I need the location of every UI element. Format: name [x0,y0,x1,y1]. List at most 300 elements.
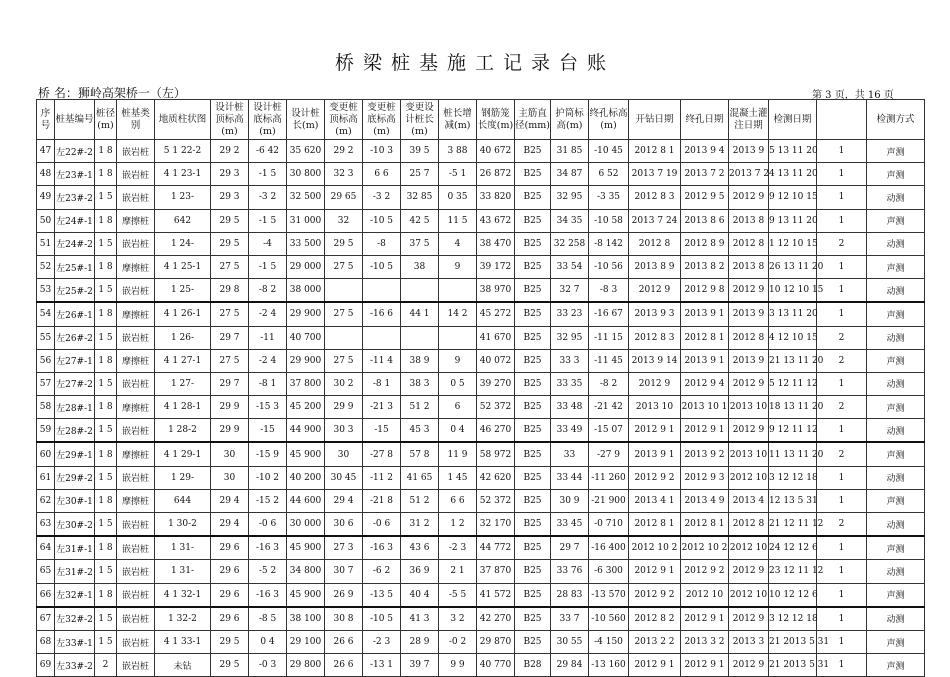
table-cell: 56 [37,349,55,372]
table-cell: 45 200 [287,396,325,419]
table-cell: -11 260 [589,466,629,489]
table-cell: 65 [37,560,55,583]
table-cell: 6 [439,396,477,419]
table-cell: 40 200 [287,466,325,489]
table-cell: -0 3 [249,654,287,677]
table-cell: 29 7 [211,326,249,349]
table-row [37,489,925,512]
table-cell: 摩擦桩 [117,442,155,466]
table-cell: 嵌岩桩 [117,186,155,209]
table-cell: 43 672 [477,209,515,232]
table-cell: 左33#-1 [55,630,95,653]
table-cell: 29 9 [211,396,249,419]
table-cell: -6 2 [363,560,401,583]
table-cell: 45 900 [287,583,325,607]
table-cell: 2012 8 [729,513,769,537]
table-cell: 2013 9 14 [629,349,681,372]
table-cell: -15 [249,419,287,443]
table-cell: 10 12 12 6 [769,583,817,607]
table-cell: 9 13 11 20 [769,209,817,232]
table-cell: 1 31- [155,560,211,583]
table-cell: 11 5 [439,209,477,232]
table-cell: 摩擦桩 [117,255,155,278]
table-cell: 摩擦桩 [117,209,155,232]
table-cell: 嵌岩桩 [117,536,155,560]
table-row [37,513,925,537]
table-cell: 2013 10 [729,442,769,466]
table-cell: 2012 9 [729,186,769,209]
table-cell: 2012 9 5 [681,186,729,209]
table-cell: 0 4 [439,419,477,443]
table-row [37,209,925,232]
table-cell: 66 [37,583,55,607]
table-cell: 嵌岩桩 [117,560,155,583]
table-row [37,536,925,560]
table-row [37,302,925,326]
table-cell: -11 4 [363,349,401,372]
table-cell: 嵌岩桩 [117,232,155,255]
table-cell: 33 76 [551,560,589,583]
table-cell: 50 [37,209,55,232]
table-cell: 11 13 11 20 [769,442,817,466]
pile-record-table [36,99,925,677]
table-cell: 54 [37,302,55,326]
table-cell: 25 7 [401,163,439,186]
table-cell: 摩擦桩 [117,302,155,326]
table-cell: -13 1 [363,654,401,677]
table-cell: 38 000 [287,279,325,303]
table-row [37,232,925,255]
table-cell: 2013 9 1 [629,442,681,466]
table-cell: 左23#-2 [55,186,95,209]
table-cell: -15 9 [249,442,287,466]
table-cell: 声测 [867,163,925,186]
table-cell: 声测 [867,489,925,512]
table-cell: 左24#-2 [55,232,95,255]
table-cell: 2012 9 1 [629,560,681,583]
table-cell: 左27#-2 [55,372,95,395]
table-cell: 2012 9 [729,419,769,443]
table-cell: 左29#-1 [55,442,95,466]
table-cell: 2012 9 [629,372,681,395]
table-cell: 1 [817,209,867,232]
table-cell: -8 3 [589,279,629,303]
table-cell: 33 3 [551,349,589,372]
table-cell: 29 900 [287,302,325,326]
table-cell: 左31#-1 [55,536,95,560]
table-cell: -2 3 [363,630,401,653]
table-cell: 2012 9 2 [629,466,681,489]
table-cell: 45 3 [401,419,439,443]
table-cell: -8 2 [589,372,629,395]
table-cell: B25 [515,279,551,303]
table-cell: -15 07 [589,419,629,443]
column-header [817,100,867,140]
table-cell: 4 13 11 20 [769,163,817,186]
table-cell: 摩擦桩 [117,489,155,512]
column-header: 变更桩底标高(m) [363,100,401,140]
table-cell: 1 5 [95,630,117,653]
table-cell: B25 [515,560,551,583]
table-cell: 嵌岩桩 [117,466,155,489]
table-cell: 6 52 [589,163,629,186]
table-cell: 27 5 [211,349,249,372]
table-cell: -3 2 [249,186,287,209]
table-cell: 38 970 [477,279,515,303]
table-cell: -8 2 [249,279,287,303]
table-cell: 57 8 [401,442,439,466]
table-cell: 32 95 [551,326,589,349]
table-cell: B25 [515,607,551,631]
table-cell: 9 [439,349,477,372]
table-cell: 52 [37,255,55,278]
column-header: 桩基编号 [55,100,95,140]
table-cell: B25 [515,186,551,209]
table-cell: 2012 8 [729,232,769,255]
table-cell: 29 65 [325,186,363,209]
table-cell: 2012 10 [681,583,729,607]
table-cell: 30 55 [551,630,589,653]
column-header: 主筋直径(mm) [515,100,551,140]
column-header: 桩长增减(m) [439,100,477,140]
table-cell: 29 9 [211,419,249,443]
table-cell: -8 5 [249,607,287,631]
table-cell: -16 6 [363,302,401,326]
table-cell: 45 272 [477,302,515,326]
table-cell: 57 [37,372,55,395]
table-row [37,163,925,186]
table-cell [325,279,363,303]
table-cell: 18 13 11 20 [769,396,817,419]
table-cell: B25 [515,140,551,163]
table-cell: 2012 8 [729,326,769,349]
table-cell: 32 258 [551,232,589,255]
table-cell: 4 12 10 15 [769,326,817,349]
table-cell: 26 9 [325,583,363,607]
table-cell: 29 000 [287,255,325,278]
table-cell: -11 [249,326,287,349]
table-cell: 1 [817,419,867,443]
table-cell: 2013 10 [729,396,769,419]
column-header: 序号 [37,100,55,140]
table-cell: -10 3 [363,140,401,163]
table-cell: -3 2 [363,186,401,209]
table-cell: 4 1 26-1 [155,302,211,326]
table-cell: 1 8 [95,140,117,163]
table-cell: 2 [817,442,867,466]
table-cell: 36 9 [401,560,439,583]
table-cell: 59 [37,419,55,443]
table-cell: 32 95 [551,186,589,209]
table-cell: -21 42 [589,396,629,419]
table-cell: 动测 [867,419,925,443]
table-cell: 642 [155,209,211,232]
table-cell: -10 56 [589,255,629,278]
table-cell: 2 1 [439,560,477,583]
table-cell: B25 [515,630,551,653]
table-cell: -2 3 [439,536,477,560]
table-cell: -13 160 [589,654,629,677]
table-cell: 1 28-2 [155,419,211,443]
table-cell: 左25#-1 [55,255,95,278]
column-header: 桩径(m) [95,100,117,140]
table-cell: 左30#-1 [55,489,95,512]
table-cell: 2012 9 [729,607,769,631]
table-cell: 2012 9 1 [629,654,681,677]
table-cell: 2013 9 1 [681,349,729,372]
table-cell: 嵌岩桩 [117,279,155,303]
table-cell: -5 1 [439,163,477,186]
table-cell: 30 6 [325,513,363,537]
table-cell: 2013 8 9 [629,255,681,278]
table-cell: 29 3 [211,163,249,186]
column-header: 检测方式 [867,100,925,140]
table-cell: 33 49 [551,419,589,443]
table-cell: 2013 8 2 [681,255,729,278]
table-cell: 2012 9 1 [629,419,681,443]
table-row [37,279,925,303]
table-cell: 29 5 [211,232,249,255]
table-cell: 14 2 [439,302,477,326]
table-body [37,140,925,677]
table-cell: 12 13 5 31 [769,489,817,512]
bridge-name: 桥 名：狮岭高架桥一（左） [38,86,186,100]
table-cell: -16 3 [363,536,401,560]
table-cell: 55 [37,326,55,349]
table-cell: 46 270 [477,419,515,443]
table-cell: 1 5 [95,279,117,303]
table-cell: 61 [37,466,55,489]
table-cell: 33 45 [551,513,589,537]
table-cell: 左25#-2 [55,279,95,303]
table-cell: 1 8 [95,163,117,186]
table-cell: 58 972 [477,442,515,466]
table-cell: 2013 9 [729,140,769,163]
table-cell: 4 1 25-1 [155,255,211,278]
table-row [37,349,925,372]
table-row [37,654,925,677]
table-cell: B25 [515,536,551,560]
table-cell: 5 12 11 12 [769,372,817,395]
table-cell: 2012 8 1 [629,513,681,537]
table-cell: 嵌岩桩 [117,607,155,631]
table-cell: -5 2 [249,560,287,583]
table-cell [363,326,401,349]
table-cell: B25 [515,419,551,443]
table-cell: 32 85 [401,186,439,209]
table-cell: B25 [515,466,551,489]
table-cell: 1 8 [95,396,117,419]
table-cell: 0 35 [439,186,477,209]
table-cell: 34 35 [551,209,589,232]
table-cell: 左26#-1 [55,302,95,326]
table-cell: 33 500 [287,232,325,255]
table-cell: 1 8 [95,209,117,232]
table-cell: 1 32-2 [155,607,211,631]
table-cell: 2012 10 [729,583,769,607]
table-cell: 2 [95,654,117,677]
table-cell [325,326,363,349]
table-cell: 40 672 [477,140,515,163]
table-cell: 声测 [867,654,925,677]
table-cell: 53 [37,279,55,303]
table-cell: 30 3 [325,419,363,443]
table-cell: 1 [817,163,867,186]
table-cell: -8 [363,232,401,255]
table-cell: 29 2 [211,140,249,163]
table-cell: 37 800 [287,372,325,395]
table-cell: 1 5 [95,186,117,209]
table-cell: 1 23- [155,186,211,209]
table-cell: -0 6 [249,513,287,537]
table-cell: 2012 9 [729,654,769,677]
table-cell: B28 [515,654,551,677]
table-cell: 28 9 [401,630,439,653]
table-cell: 动测 [867,560,925,583]
table-cell: 52 372 [477,489,515,512]
table-cell: 摩擦桩 [117,349,155,372]
table-cell: B25 [515,302,551,326]
table-cell: 2012 9 2 [629,583,681,607]
table-cell [401,279,439,303]
column-header: 终孔标高(m) [589,100,629,140]
table-cell: 2 [817,396,867,419]
table-cell: 29 84 [551,654,589,677]
table-cell: 2 [817,513,867,537]
table-cell: 嵌岩桩 [117,583,155,607]
table-cell: 29 9 [325,396,363,419]
table-cell [401,326,439,349]
column-header: 变更设计桩长(m) [401,100,439,140]
table-cell: 2 [817,232,867,255]
table-cell: 30 2 [325,372,363,395]
table-cell: 24 12 12 6 [769,536,817,560]
table-cell: 声测 [867,630,925,653]
table-cell: B25 [515,209,551,232]
table-cell: 2013 7 24 [629,209,681,232]
table-cell: 1 24- [155,232,211,255]
table-cell: 30 45 [325,466,363,489]
table-cell: 1 5 [95,419,117,443]
table-cell: 2013 4 9 [681,489,729,512]
table-cell: 声测 [867,583,925,607]
table-cell: B25 [515,442,551,466]
table-cell: 2012 9 4 [681,372,729,395]
table-cell: 29 4 [325,489,363,512]
table-cell: 29 100 [287,630,325,653]
table-cell: 31 000 [287,209,325,232]
table-cell: 29 900 [287,349,325,372]
table-cell: 29 4 [211,513,249,537]
table-cell: 38 470 [477,232,515,255]
table-cell: 2 [817,349,867,372]
table-cell: -11 15 [589,326,629,349]
table-cell: -8 1 [363,372,401,395]
table-cell: 声测 [867,302,925,326]
table-cell: 29 7 [551,536,589,560]
table-cell: 47 [37,140,55,163]
table-cell: 1 8 [95,349,117,372]
column-header: 桩基类别 [117,100,155,140]
table-cell: -8 142 [589,232,629,255]
table-cell: 29 5 [211,654,249,677]
table-cell: B25 [515,232,551,255]
table-cell: 4 1 29-1 [155,442,211,466]
table-cell: 37 5 [401,232,439,255]
column-header: 终孔日期 [681,100,729,140]
table-cell: 嵌岩桩 [117,372,155,395]
table-cell: 3 12 12 18 [769,466,817,489]
column-header: 护筒标高(m) [551,100,589,140]
table-cell: 1 5 [95,372,117,395]
table-cell: -0 710 [589,513,629,537]
table-cell: 4 1 32-1 [155,583,211,607]
table-cell: 1 5 [95,326,117,349]
table-cell: 29 8 [211,279,249,303]
table-cell: 68 [37,630,55,653]
table-cell: 1 29- [155,466,211,489]
table-cell: 30 7 [325,560,363,583]
table-cell: 2013 9 [729,349,769,372]
table-cell: 1 27- [155,372,211,395]
table-cell: -21 8 [363,489,401,512]
table-cell: 4 1 27-1 [155,349,211,372]
table-cell: 2013 3 2 [681,630,729,653]
table-cell [363,279,401,303]
table-cell: 43 6 [401,536,439,560]
table-cell: 30 [211,466,249,489]
table-cell: 1 [817,607,867,631]
table-cell: -27 9 [589,442,629,466]
table-cell: 2013 3 [729,630,769,653]
table-cell: 2012 9 1 [681,654,729,677]
table-cell: 39 270 [477,372,515,395]
column-header: 变更桩顶标高(m) [325,100,363,140]
table-cell: 2012 9 1 [681,607,729,631]
table-cell: 29 3 [211,186,249,209]
table-cell: 1 8 [95,255,117,278]
table-cell: 1 8 [95,302,117,326]
table-cell: 44 900 [287,419,325,443]
table-cell: 2012 9 [729,372,769,395]
table-cell: 1 [817,630,867,653]
table-cell: 1 8 [95,536,117,560]
table-cell: 45 900 [287,442,325,466]
table-cell: 32 [325,209,363,232]
table-cell: 29 870 [477,630,515,653]
table-cell: 4 [439,232,477,255]
column-header: 地质柱状图 [155,100,211,140]
table-cell: 41 65 [401,466,439,489]
table-cell: 51 2 [401,396,439,419]
table-cell: 2012 8 [629,232,681,255]
table-cell: -15 [363,419,401,443]
table-cell: 1 26- [155,326,211,349]
table-cell: 51 [37,232,55,255]
table-cell: 38 100 [287,607,325,631]
table-cell: 2012 8 1 [629,140,681,163]
table-cell: 2013 8 6 [681,209,729,232]
table-cell: 2012 9 1 [681,419,729,443]
table-cell: 28 83 [551,583,589,607]
table-cell: 左29#-2 [55,466,95,489]
table-cell: -2 4 [249,349,287,372]
table-cell: 644 [155,489,211,512]
table-cell: 2012 9 [729,560,769,583]
table-cell: 3 2 [439,607,477,631]
table-cell: 4 1 23-1 [155,163,211,186]
table-cell: 33 48 [551,396,589,419]
